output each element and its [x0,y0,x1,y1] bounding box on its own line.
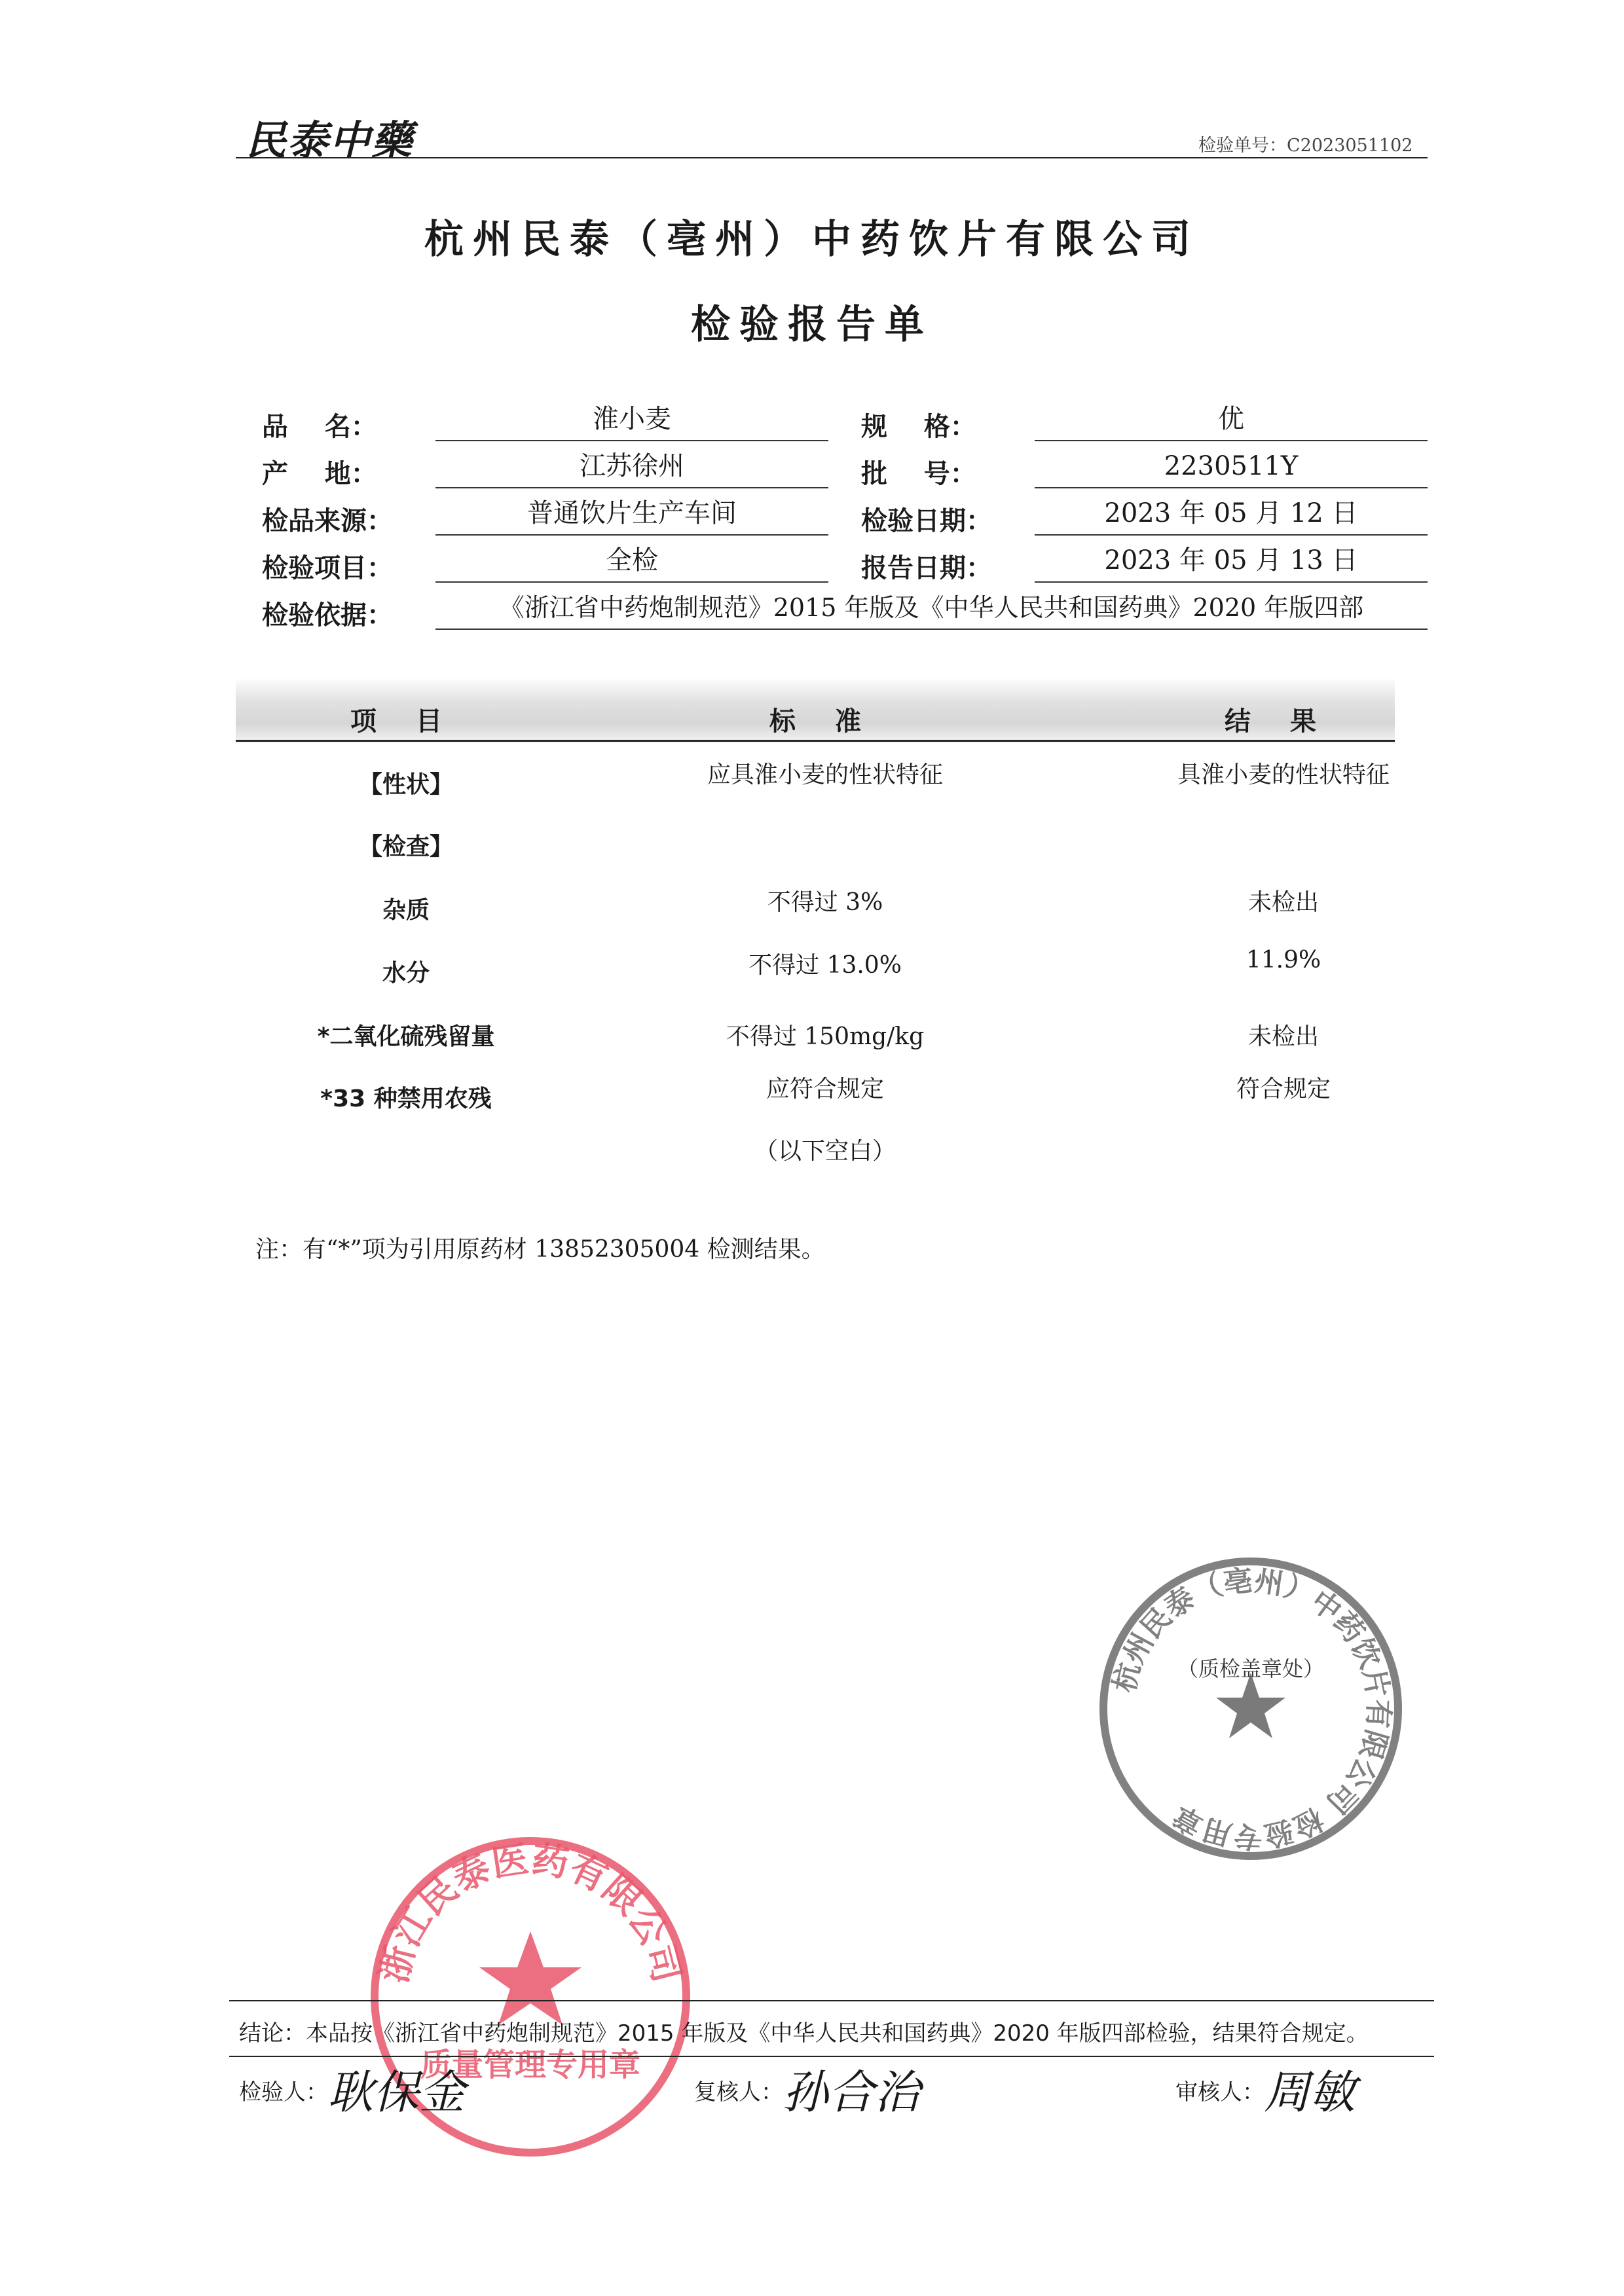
table-row-standard: 不得过 13.0% [748,952,902,979]
svg-text:杭州民泰（亳州）中药饮片有限公司 检验专用章: 杭州民泰（亳州）中药饮片有限公司 检验专用章 [1107,1563,1395,1853]
report-number: 检验单号：C2023051102 [1198,136,1413,156]
product-value: 淮小麦 [435,401,828,441]
table-row-item: 水分 [382,960,430,987]
table-row-item: 【性状】 [358,771,453,798]
table-row-result: 未检出 [1247,889,1319,916]
conclusion-top-rule [229,2000,1434,2001]
batch-value: 2230511Y [1035,448,1428,488]
source-value: 普通饮片生产车间 [435,495,828,536]
table-row-item: *二氧化硫残留量 [317,1023,495,1050]
table-row-item: 【检查】 [358,833,453,860]
inspector-signature: 耿保金 [327,2066,465,2119]
table-row-item: 杂质 [382,897,430,924]
report-date-value: 2023 年 05 月 13 日 [1035,542,1428,583]
report-date-label: 报告日期： [861,553,992,583]
header-divider [236,157,1428,158]
table-row-result: 符合规定 [1236,1076,1331,1102]
basis-value: 《浙江省中药炮制规范》2015 年版及《中华人民共和国药典》2020 年版四部 [435,589,1428,630]
svg-text:质量管理专用章: 质量管理专用章 [420,2047,641,2083]
table-row-result: 11.9% [1246,947,1321,974]
approver-signature: 周敏 [1264,2066,1356,2119]
table-row-standard: 应符合规定 [766,1076,884,1102]
reviewer-label: 复核人： [694,2079,783,2105]
source-label: 检品来源： [262,506,393,536]
footnote: 注：有“*”项为引用原药材 13852305004 检测结果。 [255,1236,825,1263]
document-title: 检验报告单 [691,302,933,348]
approver-label: 审核人： [1175,2079,1264,2105]
spec-label: 规 格： [861,412,976,442]
table-row-standard: 不得过 150mg/kg [726,1023,925,1050]
table-row-standard: 不得过 3% [767,889,883,916]
column-header-standard: 标准 [769,706,900,737]
table-row-standard: 应具淮小麦的性状特征 [707,761,943,788]
inspect-date-label: 检验日期： [861,506,992,536]
basis-label: 检验依据： [262,600,393,630]
inspection-stamp [1097,1555,1405,1863]
items-label: 检验项目： [262,553,393,583]
conclusion-text: 结论：本品按《浙江省中药炮制规范》2015 年版及《中华人民共和国药典》2020 年版四部检验，结果符合规定。 [239,2020,1369,2047]
company-name: 杭州民泰（亳州）中药饮片有限公司 [424,217,1200,263]
svg-text:（质检盖章处）: （质检盖章处） [1177,1656,1325,1681]
origin-label: 产 地： [262,459,377,489]
table-row-result: 具淮小麦的性状特征 [1177,761,1390,788]
company-logo: 民泰中藥 [246,117,414,164]
table-row-result: 未检出 [1247,1023,1319,1050]
product-label: 品 名： [262,412,377,442]
reviewer-signature: 孙合治 [783,2066,920,2119]
svg-text:浙江民泰医药有限公司: 浙江民泰医药有限公司 [373,1838,688,1988]
table-end-note: （以下空白） [754,1138,896,1165]
inspect-date-value: 2023 年 05 月 12 日 [1035,495,1428,536]
origin-value: 江苏徐州 [435,448,828,488]
spec-value: 优 [1035,401,1428,441]
column-header-result: 结果 [1225,706,1356,737]
column-header-item: 项目 [350,706,481,737]
items-value: 全检 [435,542,828,583]
table-header-divider [236,740,1395,742]
inspector-label: 检验人： [239,2079,328,2105]
table-row-item: *33 种禁用农残 [320,1085,492,1112]
batch-label: 批 号： [861,459,976,489]
